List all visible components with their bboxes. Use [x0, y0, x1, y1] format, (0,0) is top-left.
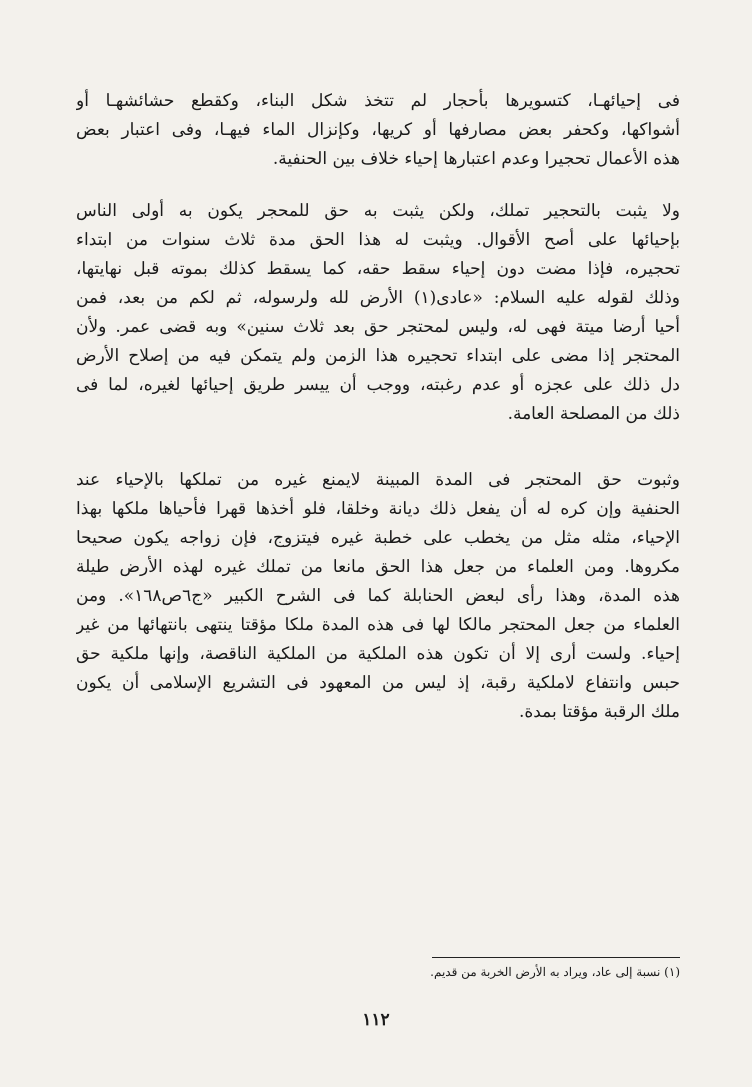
text-line: هذه المدة، وهذا رأى لبعض الحنابلة كما فى الشرح الكبير «ج٦ص١٦٨». ومن [76, 586, 680, 606]
text-line: المحتجر إذا مضى على ابتداء تحجيره هذا الزمن ولم يتمكن فيه من إصلاح الأرض [76, 346, 680, 366]
text-line: بإحيائها على أصح الأقوال. ويثبت له هذا الحق مدة ثلاث سنوات من ابتداء [76, 230, 680, 250]
text-line: مكروها. ومن العلماء من جعل هذا الحق مانعا من تملك غيره لهذه الأرض طيلة [76, 557, 680, 577]
text-line: العلماء من جعل المحتجر مالكا لها فى هذه المدة ملكا مؤقتا ينتهى بانتهائها من غير [76, 615, 680, 635]
text-line: ذلك من المصلحة العامة. [507, 404, 680, 424]
text-line: هذه الأعمال تحجيرا وعدم اعتبارها إحياء خلاف بين الحنفية. [272, 149, 680, 169]
text-line: تحجيره، فإذا مضت دون إحياء سقط حقه، كما يسقط كذلك بموته قبل نهايتها، [76, 259, 680, 279]
paragraph-2 [76, 197, 680, 429]
text-line: وذلك لقوله عليه السلام: «عادى(١) الأرض لله ولرسوله، ثم لكم من بعد، فمن [76, 288, 680, 308]
text-line: وثبوت حق المحتجر فى المدة المبينة لايمنع غيره من تملكها بالإحياء عند [76, 470, 680, 490]
text-line: الحنفية وإن كره له أن يفعل ذلك ديانة وخلقا، فلو أخذها قهرا فأحياها ملكها بهذا [76, 499, 680, 519]
text-line: الإحياء، مثله مثل من يخطب على خطبة غيره فيتزوج، فإن زواجه يكون صحيحا [76, 528, 680, 548]
page-number: ١١٢ [362, 1010, 390, 1030]
paragraph-1 [76, 87, 680, 174]
text-line: أحيا أرضا ميتة فهى له، وليس لمحتجر حق بعد ثلاث سنين» وبه قضى عمر. ولأن [76, 317, 680, 337]
text-line: دل ذلك على عجزه أو عدم رغبته، ووجب أن ييسر طريق إحيائها لغيره، لما فى [76, 375, 680, 395]
text-line: ملك الرقبة مؤقتا بمدة. [518, 702, 680, 722]
text-line: إحياء. ولست أرى إلا أن تكون هذه الملكية من الملكية الناقصة، وإنها ملكية حق [76, 644, 680, 664]
text-line: أشواكها، وكحفر بعض مصارفها أو كريها، وكإنزال الماء فيهـا، وفى اعتبار بعض [76, 120, 680, 140]
text-line: ولا يثبت بالتحجير تملك، ولكن يثبت به حق للمحجر يكون به أولى الناس [76, 201, 680, 221]
paragraph-3 [76, 466, 680, 727]
text-line: فى إحيائهـا، كتسويرها بأحجار لم تتخذ شكل البناء، وكقطع حشائشهـا أو [76, 91, 680, 111]
footnote-separator [432, 957, 680, 958]
footnote: (١) نسبة إلى عاد، ويراد به الأرض الخربة من قديم. [430, 965, 680, 979]
text-line: حبس وانتفاع لاملكية رقبة، إذ ليس من المعهود فى التشريع الإسلامى أن يكون [76, 673, 680, 693]
